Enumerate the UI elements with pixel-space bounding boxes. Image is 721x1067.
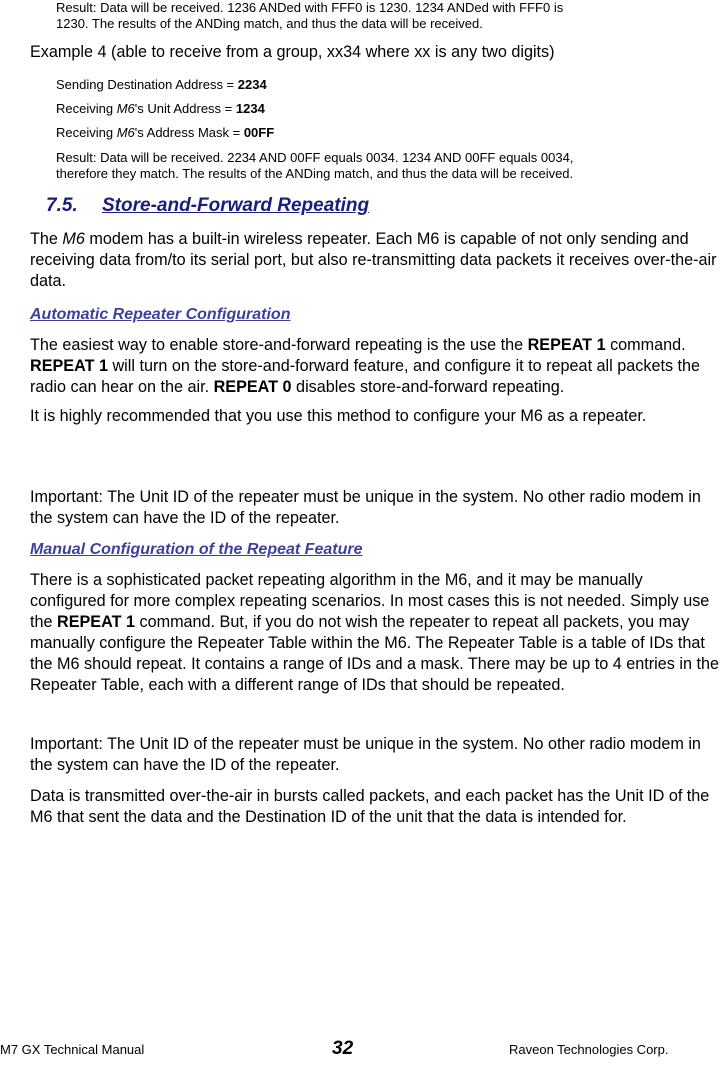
automatic-config-paragraph bbox=[30, 335, 720, 398]
unit-address-value: 1234 bbox=[235, 101, 265, 116]
unit-address-device: M6 bbox=[116, 101, 135, 116]
footer-manual-title: M7 GX Technical Manual bbox=[0, 1042, 145, 1057]
manual-config-heading: Manual Configuration of the Repeat Feature bbox=[30, 541, 363, 558]
intro-text-pre: The bbox=[30, 230, 63, 248]
intro-text-post: modem has a built-in wireless repeater. Each M6 is capable of not only sending and receiving data from/to its serial port, but also re-transmitting data packets it receives over-the-air data. bbox=[30, 230, 717, 290]
important-note-2: Important: The Unit ID of the repeater must be unique in the system. No other radio modem in the system can have the ID of the repeater. bbox=[30, 735, 701, 774]
repeat1-command-2: REPEAT 1 bbox=[30, 357, 108, 375]
automatic-config-heading: Automatic Repeater Configuration bbox=[30, 306, 291, 323]
auto-text-a: The easiest way to enable store-and-forward repeating is the use the bbox=[30, 336, 528, 354]
example3-result-line2: 1230. The results of the ANDing match, and thus the data will be received. bbox=[56, 16, 483, 31]
repeat0-command: REPEAT 0 bbox=[213, 378, 292, 396]
example4-result-line1: Result: Data will be received. 2234 AND 00FF equals 0034. 1234 AND 00FF equals 0034, bbox=[56, 150, 574, 165]
address-mask-pre: Receiving bbox=[56, 125, 117, 140]
example4-heading: Example 4 (able to receive from a group, xx34 where xx is any two digits) bbox=[30, 43, 555, 61]
section-title: Store-and-Forward Repeating bbox=[102, 195, 370, 216]
auto-text-b: command. bbox=[605, 336, 686, 354]
page-number: 32 bbox=[332, 1038, 354, 1059]
manual-text-a: There is a sophisticated packet repeating algorithm in the M6, and it may be manually configured for more complex repeating scenarios. In most cases this is not needed. Simply use the bbox=[30, 571, 710, 631]
auto-text-d: disables store-and-forward repeating. bbox=[291, 378, 565, 396]
unit-address-label: 's Unit Address = bbox=[134, 101, 236, 116]
intro-paragraph bbox=[30, 229, 720, 292]
manual-text-b: command. But, if you do not wish the repeater to repeat all packets, you may manually configure the Repeater Table within the M6. The Repeater Table is a table of IDs that the M6 should repeat. It contains a range of IDs and a mask. There may be up to 4 entries in the Repeater Table, each with a different range of IDs that should be repeated. bbox=[30, 613, 719, 694]
example3-result-line1: Result: Data will be received. 1236 ANDed with FFF0 is 1230. 1234 ANDed with FFF0 is bbox=[56, 0, 564, 15]
address-mask-value: 00FF bbox=[243, 125, 275, 140]
example4-result-line2: therefore they match. The results of the ANDing match, and thus the data will be received. bbox=[56, 166, 574, 181]
intro-device-name: M6 bbox=[62, 230, 85, 248]
example3-result bbox=[56, 0, 716, 32]
example4-dest-address bbox=[56, 77, 716, 93]
address-mask-device: M6 bbox=[116, 125, 135, 140]
recommendation-paragraph: It is highly recommended that you use this method to configure your M6 as a repeater. bbox=[30, 407, 647, 425]
example4-unit-address bbox=[56, 101, 716, 117]
example4-address-mask bbox=[56, 125, 716, 141]
auto-text-c: will turn on the store-and-forward feature, and configure it to repeat all packets the radio can hear on the air. bbox=[30, 357, 701, 396]
unit-address-pre: Receiving bbox=[56, 101, 117, 116]
section-heading bbox=[46, 195, 369, 217]
dest-address-value: 2234 bbox=[237, 77, 267, 92]
dest-address-label: Sending Destination Address = bbox=[56, 77, 238, 92]
address-mask-label: 's Address Mask = bbox=[134, 125, 244, 140]
manual-config-paragraph bbox=[30, 570, 720, 696]
packets-paragraph: Data is transmitted over-the-air in bursts called packets, and each packet has the Unit ID of the M6 that sent the data and the Destination ID of the unit that the data is intended for. bbox=[30, 787, 710, 826]
repeat1-command-3: REPEAT 1 bbox=[57, 613, 135, 631]
section-number: 7.5. bbox=[46, 195, 78, 216]
repeat1-command: REPEAT 1 bbox=[527, 336, 606, 354]
important-note-1: Important: The Unit ID of the repeater must be unique in the system. No other radio modem in the system can have the ID of the repeater. bbox=[30, 488, 701, 527]
example4-result bbox=[56, 150, 716, 182]
footer-company: Raveon Technologies Corp. bbox=[509, 1042, 669, 1057]
